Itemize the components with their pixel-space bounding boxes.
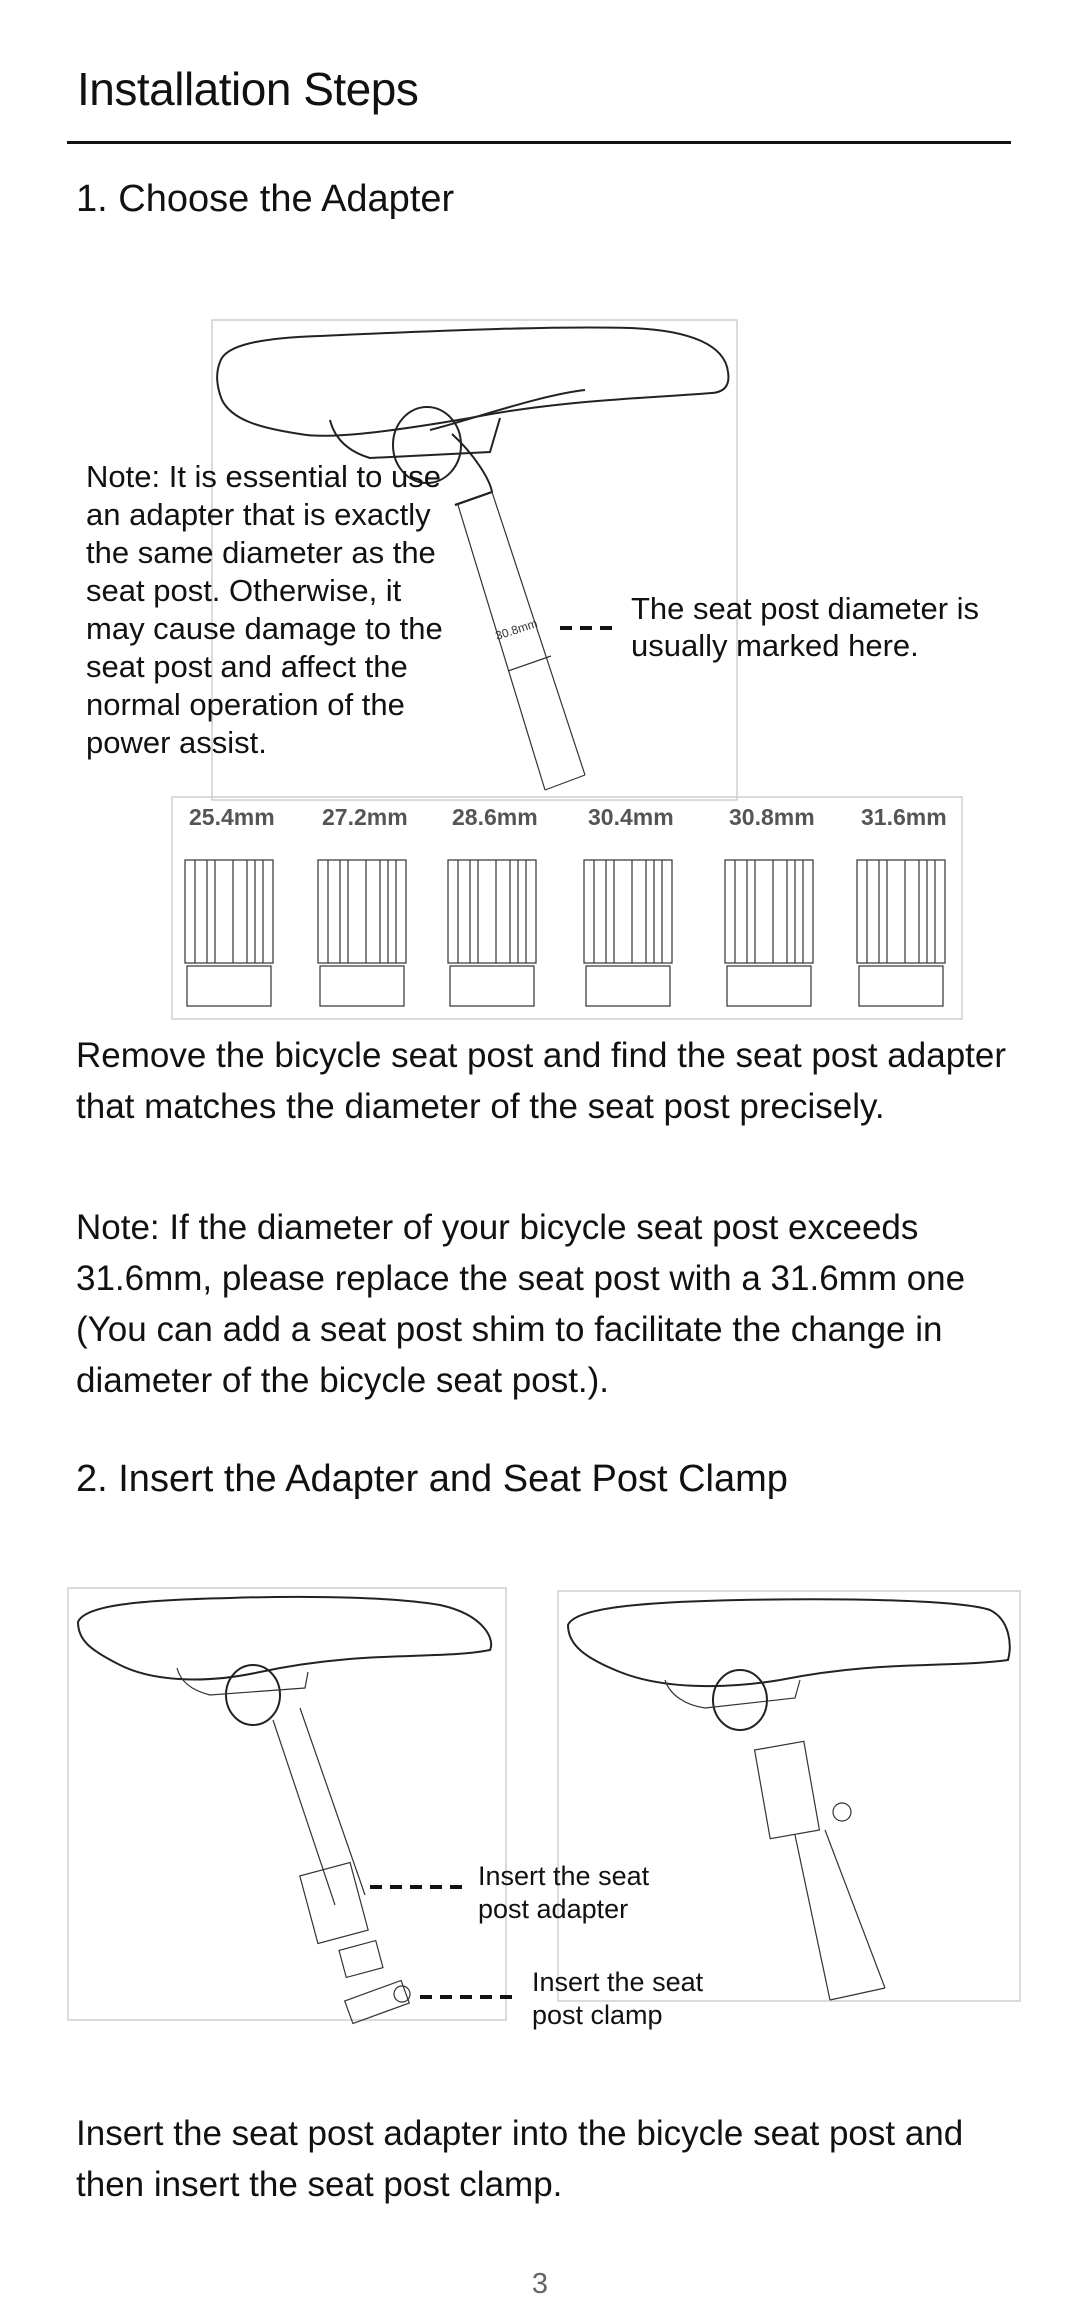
post-left — [273, 1708, 365, 1905]
page-number: 3 — [531, 2268, 549, 2300]
adapter-size-label: 31.6mm — [861, 804, 947, 830]
adapter-note: Note: It is essential to use an adapter that is exactly the same diameter as the seat post. Otherwise, it may cause damage to the seat post and affect the normal operation of the power assist. — [86, 459, 443, 760]
adapter-size-label: 30.4mm — [588, 804, 674, 830]
clamp-callout: Insert the seat post clamp — [532, 1967, 704, 2030]
saddle-left — [78, 1597, 491, 1680]
adapter-right — [755, 1741, 820, 1838]
step2-instruction: Insert the seat post adapter into the bicycle seat post and then insert the seat post clamp. — [76, 2114, 964, 2204]
saddle-right — [568, 1599, 1010, 1686]
diameter-callout: The seat post diameter is usually marked here. — [631, 591, 980, 663]
step1-note: Note: If the diameter of your bicycle seat post exceeds 31.6mm, please replace the seat post with a 31.6mm one (You can add a seat post shim to facilitate the change in diameter of the bicycle seat post.). — [76, 1208, 966, 1400]
adapter-size-label: 25.4mm — [189, 804, 275, 830]
adapter-size-label: 27.2mm — [322, 804, 408, 830]
before-frame — [68, 1588, 506, 2020]
post-right — [795, 1830, 885, 2000]
post-marking: 30.8mm — [493, 616, 540, 643]
step1-instruction: Remove the bicycle seat post and find the seat post adapter that matches the diameter of the seat post precisely. — [76, 1036, 1007, 1126]
after-frame — [558, 1591, 1020, 2001]
clamp-circle-right — [713, 1670, 767, 1730]
adapter-callout: Insert the seat post adapter — [478, 1861, 650, 1924]
page-title: Installation Steps — [77, 63, 419, 115]
clamp-bolt — [833, 1803, 851, 1821]
adapter-size-label: 30.8mm — [729, 804, 815, 830]
step1-heading: 1. Choose the Adapter — [76, 178, 455, 220]
adapter-size-label: 28.6mm — [452, 804, 538, 830]
step2-heading: 2. Insert the Adapter and Seat Post Clamp — [76, 1458, 788, 1500]
